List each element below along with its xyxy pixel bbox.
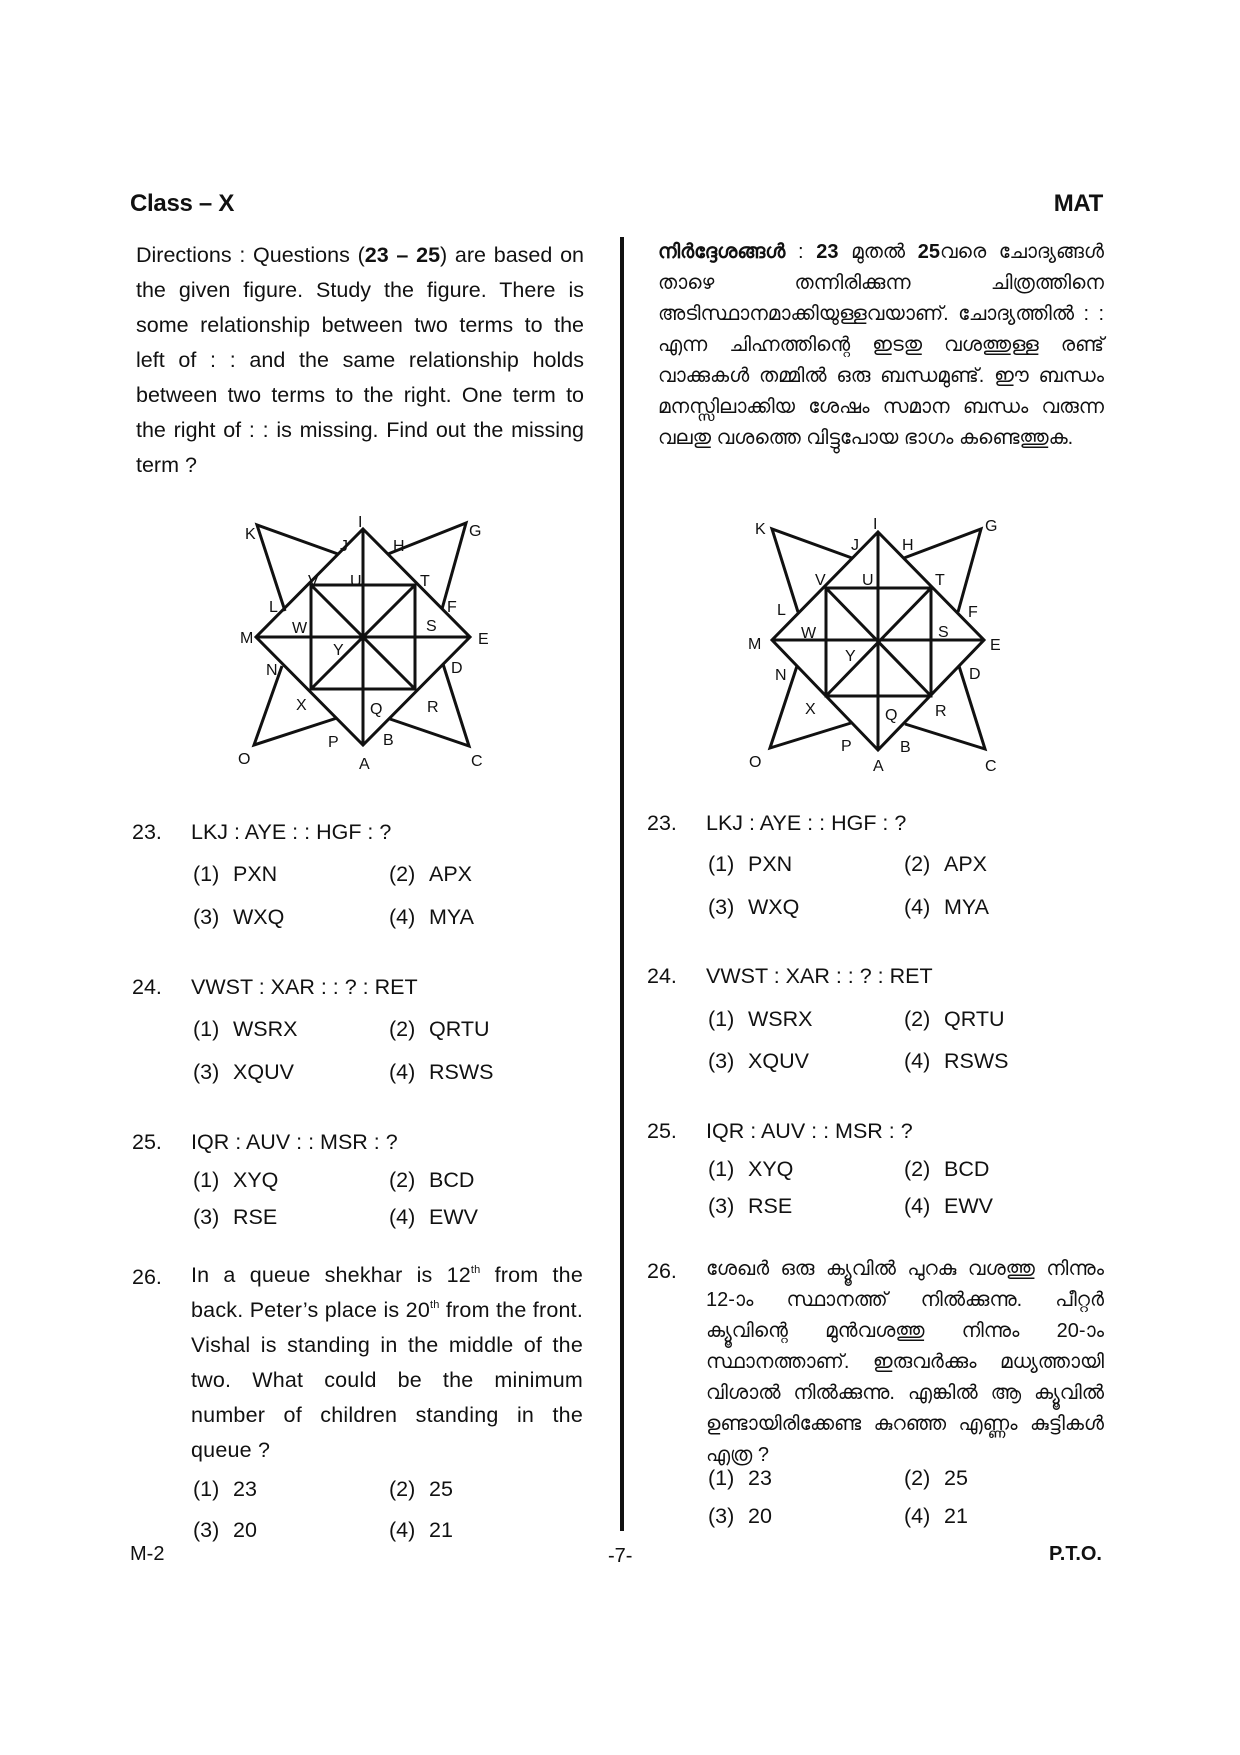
option-value: MYA: [429, 905, 474, 929]
footer-code: M-2: [130, 1543, 165, 1565]
option-4[interactable]: [389, 1205, 478, 1230]
label-H: H: [393, 538, 405, 555]
question-number: 26.: [132, 1265, 162, 1289]
directions-colon: :: [785, 241, 817, 263]
option-4[interactable]: [904, 895, 989, 920]
option-number: (2): [904, 1157, 931, 1181]
option-number: (2): [389, 1017, 416, 1041]
label-Y: Y: [845, 648, 856, 665]
option-2[interactable]: [389, 1168, 474, 1193]
option-number: (3): [708, 1504, 735, 1528]
option-value: XYQ: [748, 1157, 794, 1181]
option-value: 21: [429, 1518, 453, 1542]
option-1[interactable]: [708, 1007, 813, 1032]
option-1[interactable]: [193, 1017, 298, 1042]
label-S: S: [938, 624, 949, 641]
option-value: PXN: [233, 862, 278, 886]
directions-rest: വരെ ചോദ്യങ്ങൾ താഴെ തന്നിരിക്കുന്ന ചിത്രത്തിനെ അടിസ്ഥാനമാക്കിയുള്ളവയാണ്. ചോദ്യത്തിൽ : : എന്ന ചിഹ്നത്തിന്റെ ഇടതു വശത്തുള്ള രണ്ട് വാക്കുകൾ തമ്മിൽ ഒരു ബന്ധമുണ്ട്. ഈ ബന്ധം മനസ്സിലാക്കിയ ശേഷം സമാന ബന്ധം വരുന്ന വലതു വശത്തെ വിട്ടുപോയ ഭാഗം കണ്ടെത്തുക.: [658, 241, 1104, 449]
label-L: L: [777, 602, 786, 619]
option-value: WSRX: [233, 1017, 298, 1041]
directions-label: നിർദ്ദേശങ്ങൾ: [658, 241, 786, 263]
label-M: M: [240, 630, 254, 647]
label-J: J: [851, 537, 859, 554]
option-3[interactable]: [708, 1504, 772, 1529]
question-text: LKJ : AYE : : HGF : ?: [706, 811, 907, 835]
option-number: (3): [193, 905, 220, 929]
label-G: G: [469, 523, 482, 540]
question-text: VWST : XAR : : ? : RET: [191, 975, 418, 999]
option-number: (4): [904, 1194, 931, 1218]
option-number: (2): [389, 1168, 416, 1192]
q26-text-part: In a queue shekhar is 12: [191, 1263, 471, 1287]
directions-range: 23 – 25: [364, 243, 441, 267]
option-number: (3): [708, 1049, 735, 1073]
question-text: ശേഖർ ഒരു ക്യൂവിൽ പുറകു വശത്തു നിന്നും 12-ാം സ്ഥാനത്ത് നിൽക്കുന്നു. പീറ്റർ ക്യൂവിന്റെ മുൻവശത്തു നിന്നും 20-ാം സ്ഥാനത്താണ്. ഇരുവർക്കും മധ്യത്തായി വിശാൽ നിൽക്കുന്നു. എങ്കിൽ ആ ക്യൂവിൽ ഉണ്ടായിരിക്കേണ്ട കുറഞ്ഞ എണ്ണം കുട്ടികൾ എത്ര ?: [706, 1258, 1104, 1466]
option-1[interactable]: [708, 1466, 772, 1491]
label-D: D: [451, 660, 463, 677]
option-2[interactable]: [904, 1157, 989, 1182]
directions-from: 23: [816, 241, 839, 263]
label-T: T: [935, 572, 945, 589]
option-number: (4): [389, 905, 416, 929]
option-2[interactable]: [389, 1477, 453, 1502]
option-value: WXQ: [748, 895, 800, 919]
label-P: P: [841, 738, 852, 755]
option-value: 25: [944, 1466, 968, 1490]
option-number: (1): [193, 1168, 220, 1192]
label-R: R: [935, 703, 947, 720]
option-number: (2): [389, 862, 416, 886]
label-I: I: [358, 514, 363, 531]
option-4[interactable]: [389, 905, 474, 930]
label-Y: Y: [333, 642, 344, 659]
letter-figure-left: [230, 498, 500, 788]
option-value: 21: [944, 1504, 968, 1528]
option-4[interactable]: [389, 1060, 494, 1085]
label-R: R: [427, 699, 439, 716]
question-text: IQR : AUV : : MSR : ?: [191, 1130, 398, 1154]
option-number: (4): [904, 1049, 931, 1073]
option-3[interactable]: [193, 1060, 294, 1085]
option-value: RSE: [748, 1194, 793, 1218]
option-value: XYQ: [233, 1168, 279, 1192]
option-value: QRTU: [429, 1017, 490, 1041]
option-3[interactable]: [708, 1049, 809, 1074]
option-value: BCD: [944, 1157, 990, 1181]
option-value: RSWS: [429, 1060, 494, 1084]
option-4[interactable]: [904, 1504, 968, 1529]
option-value: PXN: [748, 852, 793, 876]
subject-header: MAT: [1053, 190, 1103, 217]
label-J: J: [340, 538, 348, 555]
label-P: P: [328, 734, 339, 751]
directions-prefix: Directions : Questions (: [136, 243, 365, 267]
label-S: S: [426, 618, 437, 635]
option-number: (3): [193, 1518, 220, 1542]
option-number: (2): [904, 852, 931, 876]
option-value: APX: [429, 862, 473, 886]
option-value: 23: [748, 1466, 772, 1490]
option-3[interactable]: [193, 1205, 277, 1230]
option-2[interactable]: [389, 862, 472, 887]
option-number: (4): [389, 1060, 416, 1084]
label-Q: Q: [370, 701, 383, 718]
option-number: (4): [904, 1504, 931, 1528]
label-W: W: [801, 625, 817, 642]
option-3[interactable]: [193, 905, 284, 930]
question-text: [191, 1258, 583, 1468]
label-C: C: [985, 758, 997, 775]
option-1[interactable]: [193, 862, 277, 887]
option-value: WSRX: [748, 1007, 813, 1031]
option-value: QRTU: [944, 1007, 1005, 1031]
option-2[interactable]: [904, 1466, 968, 1491]
label-X: X: [296, 697, 307, 714]
label-I: I: [873, 516, 878, 533]
option-4[interactable]: [904, 1194, 993, 1219]
option-1[interactable]: [708, 852, 792, 877]
class-header: Class – X: [130, 190, 235, 217]
option-value: EWV: [429, 1205, 478, 1229]
label-N: N: [266, 662, 278, 679]
option-3[interactable]: [193, 1518, 257, 1543]
question-number: 24.: [132, 975, 162, 999]
label-X: X: [805, 701, 816, 718]
option-number: (1): [708, 852, 735, 876]
option-value: 20: [748, 1504, 772, 1528]
option-number: (1): [193, 862, 220, 886]
directions-from-word: മുതൽ: [838, 241, 918, 263]
page-number: -7-: [608, 1545, 633, 1567]
pto-label: P.T.O.: [1049, 1543, 1102, 1565]
q26-text-part: from the back. Peter’s place is 20: [191, 1263, 583, 1322]
label-C: C: [471, 753, 483, 770]
option-number: (1): [193, 1017, 220, 1041]
question-number: 25.: [647, 1119, 677, 1143]
option-number: (3): [193, 1205, 220, 1229]
letter-figure-right: [745, 501, 1015, 791]
label-M: M: [748, 636, 762, 653]
label-E: E: [478, 631, 489, 648]
label-V: V: [308, 573, 319, 590]
label-E: E: [990, 637, 1001, 654]
option-number: (3): [193, 1060, 220, 1084]
label-W: W: [292, 620, 308, 637]
option-value: 20: [233, 1518, 257, 1542]
label-A: A: [359, 756, 370, 773]
question-number: 23.: [647, 811, 677, 835]
option-number: (4): [389, 1205, 416, 1229]
option-number: (1): [193, 1477, 220, 1501]
option-value: 23: [233, 1477, 257, 1501]
option-value: RSE: [233, 1205, 278, 1229]
option-value: XQUV: [233, 1060, 294, 1084]
label-G: G: [985, 518, 998, 535]
label-A: A: [873, 758, 884, 775]
option-value: APX: [944, 852, 988, 876]
directions-en: [136, 238, 584, 483]
question-text: IQR : AUV : : MSR : ?: [706, 1119, 913, 1143]
directions-to: 25: [917, 241, 940, 263]
option-2[interactable]: [904, 1007, 1005, 1032]
label-B: B: [383, 732, 394, 749]
label-K: K: [755, 521, 766, 538]
option-number: (2): [904, 1007, 931, 1031]
label-O: O: [238, 751, 251, 768]
option-value: XQUV: [748, 1049, 809, 1073]
label-D: D: [969, 666, 981, 683]
option-3[interactable]: [708, 1194, 792, 1219]
option-value: BCD: [429, 1168, 475, 1192]
option-number: (1): [708, 1007, 735, 1031]
directions-ml: [658, 237, 1104, 454]
option-1[interactable]: [193, 1477, 257, 1502]
option-2[interactable]: [389, 1017, 490, 1042]
option-1[interactable]: [708, 1157, 793, 1182]
question-number: 24.: [647, 964, 677, 988]
option-value: MYA: [944, 895, 989, 919]
question-text: LKJ : AYE : : HGF : ?: [191, 820, 392, 844]
directions-suffix: ) are based on the given figure. Study the figure. There is some relationship between two terms to the left of : : and the same relationship holds between two terms to the right. One term to the right of : : is missing. Find out the missing term ?: [136, 243, 584, 477]
column-divider: [620, 237, 624, 1531]
option-value: WXQ: [233, 905, 285, 929]
option-number: (4): [389, 1518, 416, 1542]
label-K: K: [245, 526, 256, 543]
option-2[interactable]: [904, 852, 987, 877]
label-B: B: [900, 739, 911, 756]
question-number: 26.: [647, 1259, 677, 1283]
label-N: N: [775, 667, 787, 684]
option-3[interactable]: [708, 895, 799, 920]
label-V: V: [815, 572, 826, 589]
question-text: VWST : XAR : : ? : RET: [706, 964, 933, 988]
ordinal-suffix: th: [430, 1299, 440, 1311]
label-T: T: [420, 573, 430, 590]
label-F: F: [447, 599, 457, 616]
option-1[interactable]: [193, 1168, 278, 1193]
option-value: EWV: [944, 1194, 993, 1218]
question-number: 25.: [132, 1130, 162, 1154]
option-number: (2): [389, 1477, 416, 1501]
option-number: (4): [904, 895, 931, 919]
option-number: (3): [708, 1194, 735, 1218]
q26-text-part: from the front. Vishal is standing in the middle of the two. What could be the minimum number of children standing in the queue ?: [191, 1298, 583, 1462]
option-4[interactable]: [389, 1518, 453, 1543]
option-value: RSWS: [944, 1049, 1009, 1073]
option-number: (2): [904, 1466, 931, 1490]
label-Q: Q: [885, 707, 898, 724]
option-value: 25: [429, 1477, 453, 1501]
label-O: O: [749, 754, 762, 771]
option-number: (1): [708, 1157, 735, 1181]
option-number: (1): [708, 1466, 735, 1490]
label-U: U: [350, 573, 362, 590]
label-F: F: [968, 604, 978, 621]
label-U: U: [862, 572, 874, 589]
label-H: H: [902, 537, 914, 554]
option-4[interactable]: [904, 1049, 1009, 1074]
option-number: (3): [708, 895, 735, 919]
label-L: L: [269, 599, 278, 616]
question-number: 23.: [132, 820, 162, 844]
ordinal-suffix: th: [470, 1264, 481, 1276]
